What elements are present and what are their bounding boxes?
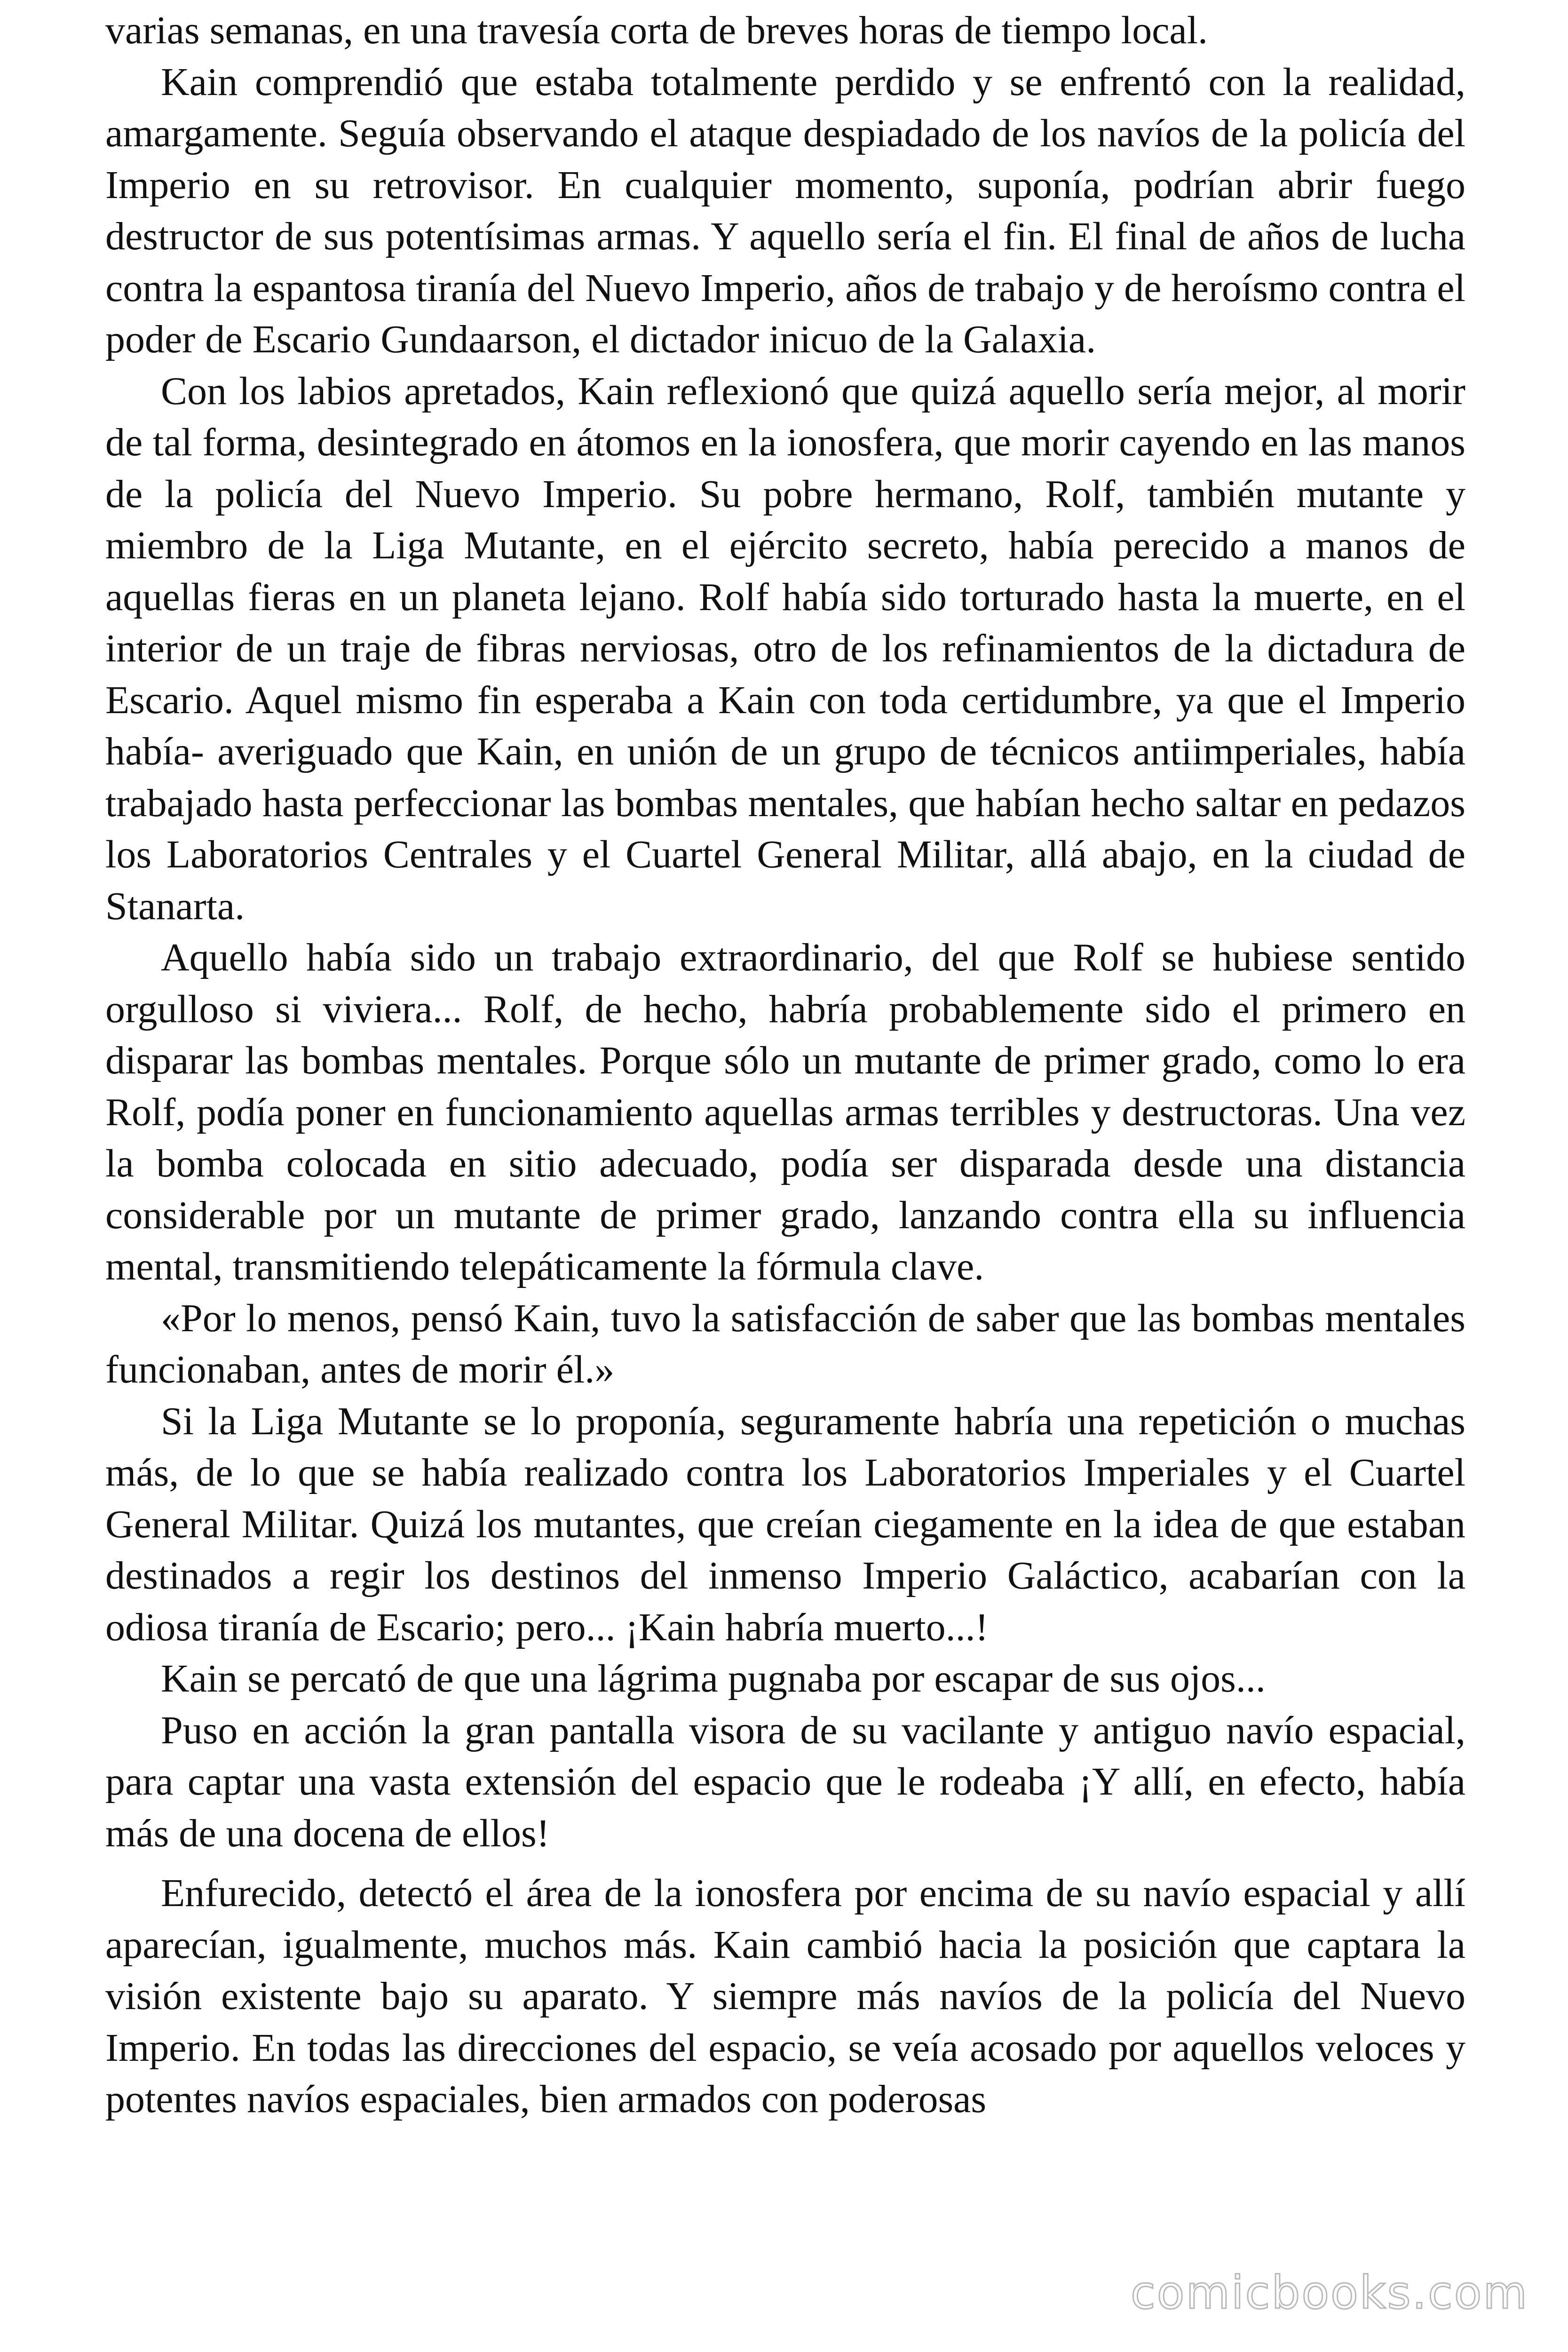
paragraph-3: Con los labios apretados, Kain reflexionó que quizá aquello sería mejor, al morir de tal forma, desintegrado en átomos en la ionosfera, que morir cayendo en las manos de la policía del Nuevo Imperio. Su pobre hermano, Rolf, también mutante y miembro de la Liga Mutante, en el ejército secreto, había perecido a manos de aquellas fieras en un planeta lejano. Rolf había sido torturado hasta la muerte, en el interior de un traje de fibras nerviosas, otro de los refinamientos de la dictadura de Escario. Aquel mismo fin esperaba a Kain con toda certidumbre, ya que el Imperio había- averiguado que Kain, en unión de un grupo de técnicos antiimperiales, había trabajado hasta perfeccionar las bombas mentales, que habían hecho saltar en pedazos los Laboratorios Centrales y el Cuartel General Militar, allá abajo, en la ciudad de Stanarta. <box>105 369 1465 928</box>
paragraph-6: Si la Liga Mutante se lo proponía, seguramente habría una repetición o muchas más, de lo que se había realizado contra los Laboratorios Imperiales y el Cuartel General Militar. Quizá los mutantes, que creían ciegamente en la idea de que estaban destinados a regir los destinos del inmenso Imperio Galáctico, acabarían con la odiosa tiranía de Escario; pero... ¡Kain habría muerto...! <box>105 1399 1465 1649</box>
paragraph-9: Enfurecido, detectó el área de la ionosfera por encima de su navío espacial y allí aparecían, igualmente, muchos más. Kain cambió hacia la posición que captara la visión existente bajo su aparato. Y siempre más navíos de la policía del Nuevo Imperio. En todas las direcciones del espacio, se veía acosado por aquellos veloces y potentes navíos espaciales, bien armados con poderosas <box>105 1871 1465 2121</box>
paragraph-8: Puso en acción la gran pantalla visora de su vacilante y antiguo navío espacial, para captar una vasta extensión del espacio que le rodeaba ¡Y allí, en efecto, había más de una docena de ellos! <box>105 1708 1465 1855</box>
paragraph-5: «Por lo menos, pensó Kain, tuvo la satisfacción de saber que las bombas mentales funcionaban, antes de morir él.» <box>105 1296 1465 1391</box>
paragraph-1: varias semanas, en una travesía corta de breves horas de tiempo local. <box>105 8 1208 52</box>
paragraph-7: Kain se percató de que una lágrima pugnaba por escapar de sus ojos... <box>161 1657 1266 1700</box>
paragraph-2: Kain comprendió que estaba totalmente perdido y se enfrentó con la realidad, amargamente. Seguía observando el ataque despiadado de los navíos de la policía del Imperio en su retrovisor. En cualquier momento, suponía, podrían abrir fuego destructor de sus potentísimas armas. Y aquello sería el fin. El final de años de lucha contra la espantosa tiranía del Nuevo Imperio, años de trabajo y de heroísmo contra el poder de Escario Gundaarson, el dictador inicuo de la Galaxia. <box>105 60 1465 361</box>
book-page <box>105 5 1465 2328</box>
paragraph-4: Aquello había sido un trabajo extraordinario, del que Rolf se hubiese sentido orgulloso si viviera... Rolf, de hecho, habría probablemente sido el primero en disparar las bombas mentales. Porque sólo un mutante de primer grado, como lo era Rolf, podía poner en funcionamiento aquellas armas terribles y destructoras. Una vez la bomba colocada en sitio adecuado, podía ser disparada desde una distancia considerable por un mutante de primer grado, lanzando contra ella su influencia mental, transmitiendo telepáticamente la fórmula clave. <box>105 936 1465 1288</box>
watermark-text: comicbooks.com <box>1130 2266 1528 2319</box>
